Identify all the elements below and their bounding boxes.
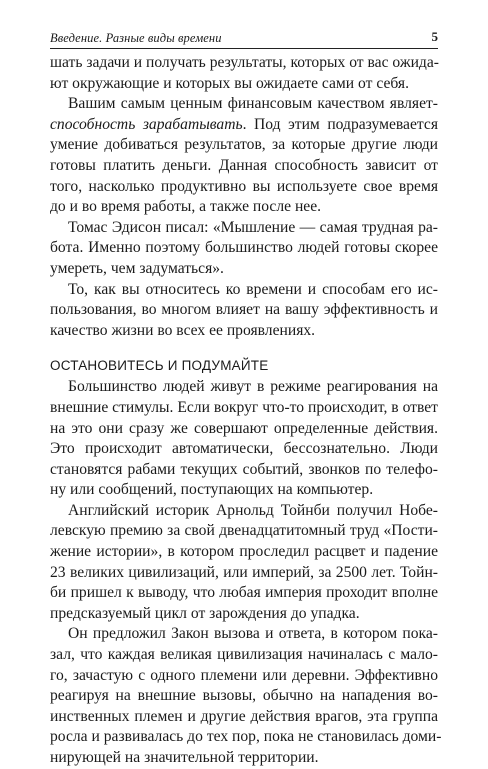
text-line: нирующей на значительной территории. bbox=[50, 749, 319, 766]
text-line: умение добиваться результатов, за которые другие люди bbox=[50, 136, 438, 154]
text-line: Это происходит автоматически, бессознательно. Люди bbox=[50, 440, 438, 458]
paragraph-6 bbox=[50, 501, 438, 625]
paragraph-3 bbox=[50, 218, 438, 280]
text-line: го, зачастую с одного племени или деревни. Эффективно bbox=[50, 666, 438, 684]
text-line: То, как вы относитесь ко времени и способам его ис- bbox=[68, 280, 438, 298]
text-line: 23 великих цивилизаций, или империй, за 2500 лет. Тойн- bbox=[50, 563, 438, 581]
text-fragment: . Под этим подразумевается bbox=[242, 115, 438, 133]
emphasis-text: способность зарабатывать bbox=[50, 115, 243, 133]
text-line: Большинство людей живут в режиме реагирования на bbox=[68, 378, 438, 396]
text-line: реагируя на внешние вызовы, обычно на нападения во- bbox=[50, 687, 438, 705]
running-title: Введение. Разные виды времени bbox=[50, 31, 222, 45]
text-line: зал, что каждая великая цивилизация начиналась с мало- bbox=[50, 646, 438, 664]
text-line: Вашим самым ценным финансовым качеством являет- bbox=[68, 95, 438, 113]
text-line: левскую премию за свой двенадцатитомный труд «Пости- bbox=[50, 522, 438, 540]
text-line: до и во время работы, а также после нее. bbox=[50, 198, 322, 216]
paragraph-1 bbox=[50, 53, 438, 94]
text-line: того, насколько продуктивно вы используете свое время bbox=[50, 177, 438, 195]
paragraph-2 bbox=[50, 94, 438, 218]
text-line: росла и развивалась до тех пор, пока не становилась доми- bbox=[50, 728, 442, 746]
section-gap bbox=[50, 341, 438, 355]
section-heading: ОСТАНОВИТЕСЬ И ПОДУМАЙТЕ bbox=[50, 358, 269, 374]
text-line: инственных племен и другие действия врагов, эта группа bbox=[50, 707, 438, 725]
text-line: готовы платить деньги. Данная способность зависит от bbox=[50, 156, 438, 174]
text-line: внешние стимулы. Если вокруг что-то происходит, в ответ bbox=[50, 398, 438, 416]
text-line: ну или сообщений, поступающих на компьютер. bbox=[50, 481, 374, 499]
text-line: предсказуемый цикл от зарождения до упадка. bbox=[50, 604, 360, 622]
running-header bbox=[50, 30, 438, 49]
text-line: умереть, чем задуматься». bbox=[50, 259, 224, 277]
paragraph-4 bbox=[50, 280, 438, 342]
text-line: на это они сразу же совершают определенные действия. bbox=[50, 419, 438, 437]
page-number: 5 bbox=[431, 29, 438, 44]
text-line: Томас Эдисон писал: «Мышление — самая трудная ра- bbox=[68, 218, 438, 236]
text-line: ют окружающие и которых вы ожидаете сами от себя. bbox=[50, 74, 409, 92]
text-line bbox=[50, 115, 438, 136]
text-line: шать задачи и получать результаты, которых от вас ожида- bbox=[50, 54, 439, 71]
text-line: качество жизни во всех ее проявлениях. bbox=[50, 321, 316, 339]
text-line: становятся рабами текущих событий, звонков по телефо- bbox=[50, 460, 438, 478]
body-text bbox=[50, 53, 442, 769]
text-line: жение истории», в котором проследил расцвет и падение bbox=[50, 543, 438, 561]
paragraph-5 bbox=[50, 377, 438, 501]
text-line: Он предложил Закон вызова и ответа, в котором пока- bbox=[68, 625, 438, 643]
text-line: би пришел к выводу, что любая империя проходит вполне bbox=[50, 584, 438, 602]
text-line: бота. Именно поэтому большинство людей готовы скорее bbox=[50, 239, 438, 257]
text-line: пользования, во многом влияет на вашу эффективность и bbox=[50, 301, 438, 319]
paragraph-7 bbox=[50, 624, 442, 768]
text-line: Английский историк Арнольд Тойнби получил Нобе- bbox=[68, 501, 438, 519]
